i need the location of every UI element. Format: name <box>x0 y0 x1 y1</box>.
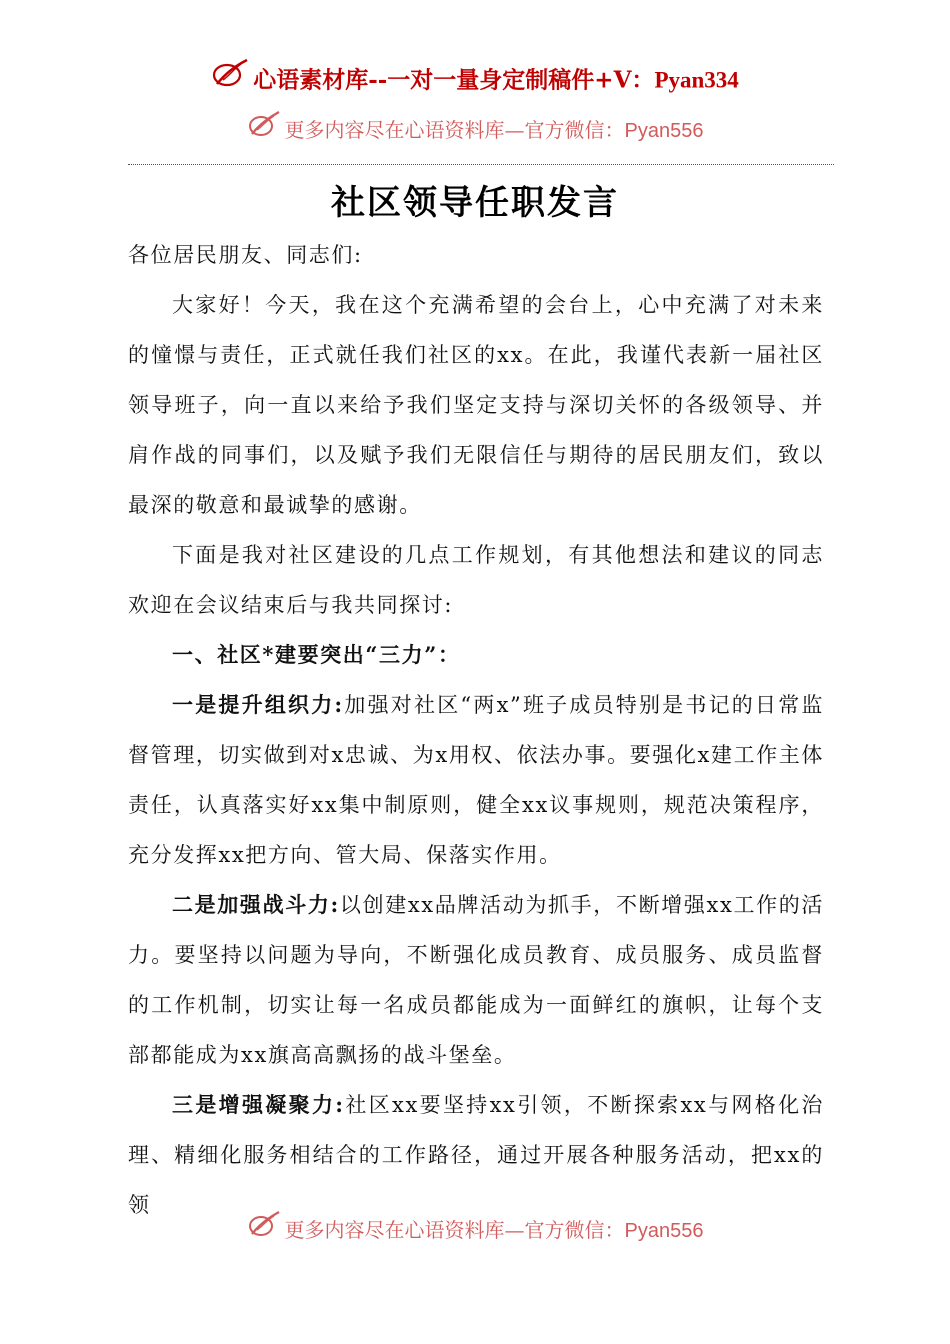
item-organization <box>128 680 824 880</box>
footer-sub-text: 更多内容尽在心语资料库—官方微信： <box>284 1218 625 1242</box>
section-heading-1: 一、社区*建要突出“三力”： <box>172 642 461 667</box>
item-organization-text: 加强对社区“两x”班子成员特别是书记的日常监督管理，切实做到对x忠诚、为x用权、依法办事。要强化x建工作主体责任，认真落实好xx集中制原则，健全xx议事规则，规范决策程序，充分发挥xx把方向、管大局、保落实作用。 <box>128 693 825 867</box>
document-title: 社区领导任职发言 <box>331 183 619 223</box>
header-slogan: --一对一量身定制稿件+V： <box>368 66 655 94</box>
header-contact-id: Pyan334 <box>654 67 739 93</box>
quill-logo-icon <box>247 1210 281 1249</box>
quill-logo-icon <box>211 58 249 101</box>
header-brand: 心语素材库 <box>253 66 369 94</box>
header-sub-text: 更多内容尽在心语资料库—官方微信： <box>284 118 625 142</box>
item-cohesion-text: 社区xx要坚持xx引领，不断探索xx与网格化治理、精细化服务相结合的工作路径，通过开展各种服务活动，把xx的领 <box>128 1093 825 1217</box>
header-divider <box>128 164 834 165</box>
footer-banner <box>0 1212 950 1248</box>
paragraph-plan: 下面是我对社区建设的几点工作规划，有其他想法和建议的同志欢迎在会议结束后与我共同探讨: <box>128 543 824 617</box>
header-sub-id: Pyan556 <box>624 120 704 142</box>
item-combat <box>128 880 824 1080</box>
item-combat-lead: 二是加强战斗力: <box>172 892 340 917</box>
item-cohesion-lead: 三是增强凝聚力: <box>172 1092 345 1117</box>
item-organization-lead: 一是提升组织力: <box>172 692 344 717</box>
header-banner <box>0 60 950 100</box>
item-cohesion <box>128 1080 824 1230</box>
paragraph-intro: 大家好！今天，我在这个充满希望的会台上，心中充满了对未来的憧憬与责任，正式就任我们社区的xx。在此，我谨代表新一届社区领导班子，向一直以来给予我们坚定支持与深切关怀的各级领导、并肩作战的同事们，以及赋予我们无限信任与期待的居民朋友们，致以最深的敬意和最诚挚的感谢。 <box>128 293 824 517</box>
item-combat-text: 以创建xx品牌活动为抓手，不断增强xx工作的活力。要坚持以问题为导向，不断强化成员教育、成员服务、成员监督的工作机制，切实让每一名成员都能成为一面鲜红的旗帜，让每个支部都能成为xx旗高高飘扬的战斗堡垒。 <box>128 893 824 1067</box>
header-sub-banner <box>0 112 950 148</box>
greeting: 各位居民朋友、同志们: <box>128 243 363 267</box>
quill-logo-icon <box>247 110 281 149</box>
footer-sub-id: Pyan556 <box>624 1220 704 1242</box>
document-body <box>128 206 824 1230</box>
